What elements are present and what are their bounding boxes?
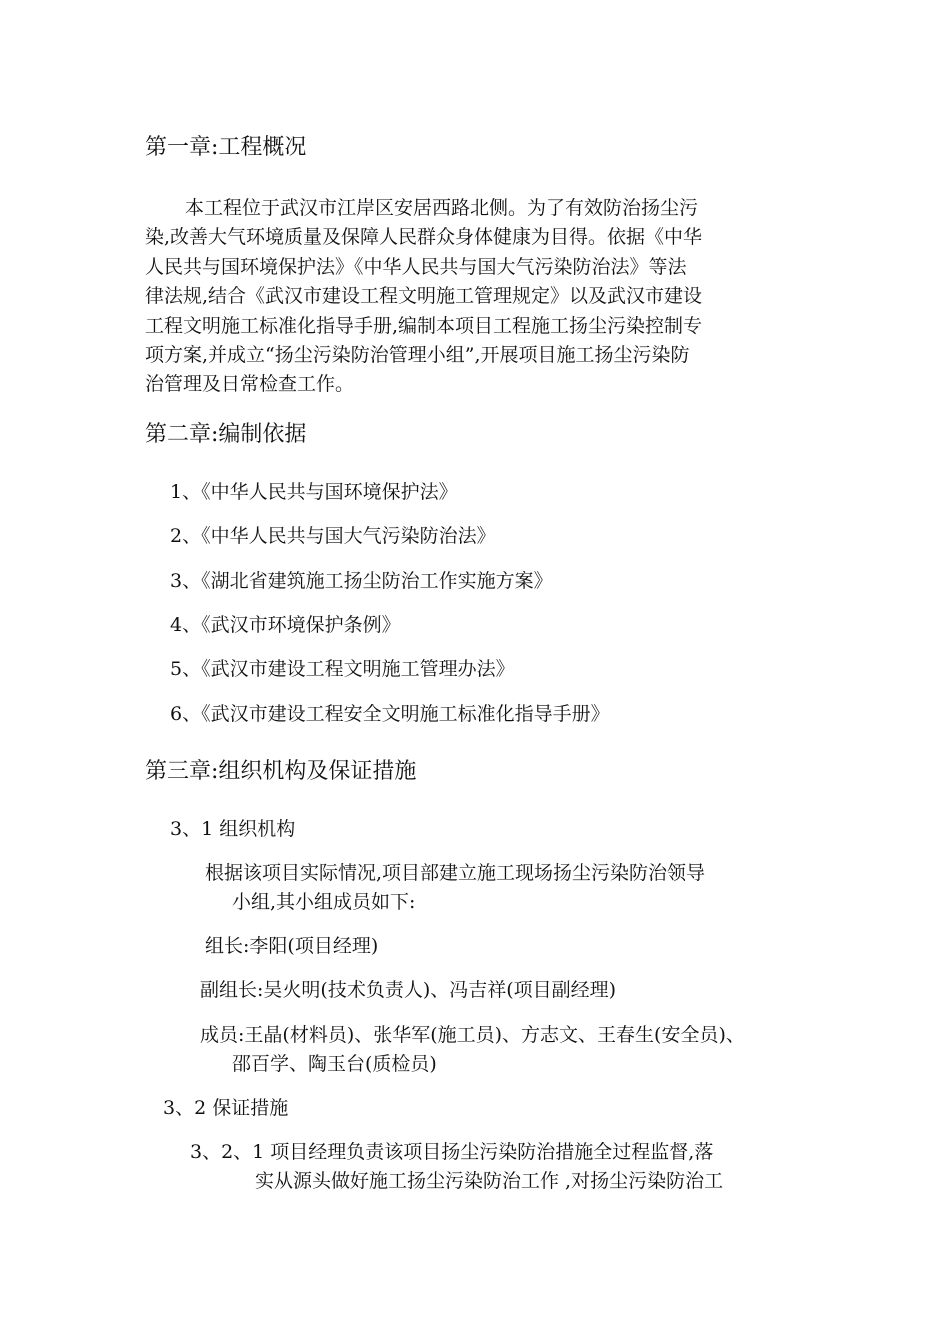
section-3-1-intro-cont: 小组,其小组成员如下: — [232, 891, 416, 913]
chapter-2-title: 第二章:编制依据 — [145, 422, 307, 447]
team-deputy: 副组长:吴火明(技术负责人)、冯吉祥(项目副经理) — [200, 979, 617, 1001]
measure-3-2-1: 3、2、1 项目经理负责该项目扬尘污染防治措施全过程监督,落 — [190, 1141, 714, 1163]
paragraph-line: 人民共与国环境保护法》《中华人民共与国大气污染防治法》等法 — [145, 256, 687, 278]
paragraph-line: 本工程位于武汉市江岸区安居西路北侧。为了有效防治扬尘污 — [185, 197, 699, 219]
paragraph-line: 律法规,结合《武汉市建设工程文明施工管理规定》以及武汉市建设 — [145, 285, 703, 307]
paragraph-line: 治管理及日常检查工作。 — [145, 373, 355, 395]
team-members-cont: 邵百学、陶玉台(质检员) — [232, 1053, 437, 1075]
list-item: 6、《武汉市建设工程安全文明施工标准化指导手册》 — [170, 703, 610, 725]
section-3-2-heading: 3、2 保证措施 — [163, 1097, 289, 1119]
paragraph-line: 工程文明施工标准化指导手册,编制本项目工程施工扬尘污染控制专 — [145, 315, 703, 337]
measure-3-2-1-cont: 实从源头做好施工扬尘污染防治工作 ,对扬尘污染防治工 — [255, 1170, 724, 1192]
paragraph-line: 染,改善大气环境质量及保障人民群众身体健康为目得。依据《中华 — [145, 226, 703, 248]
chapter-1-title: 第一章:工程概况 — [145, 135, 307, 160]
list-item: 4、《武汉市环境保护条例》 — [170, 614, 401, 636]
chapter-3-title: 第三章:组织机构及保证措施 — [145, 759, 417, 784]
section-3-1-intro: 根据该项目实际情况,项目部建立施工现场扬尘污染防治领导 — [205, 862, 706, 884]
list-item: 5、《武汉市建设工程文明施工管理办法》 — [170, 658, 515, 680]
team-members: 成员:王晶(材料员)、张华军(施工员)、方志文、王春生(安全员)、 — [200, 1024, 745, 1046]
section-3-1-heading: 3、1 组织机构 — [170, 818, 296, 840]
paragraph-line: 项方案,并成立“扬尘污染防治管理小组”,开展项目施工扬尘污染防 — [145, 344, 690, 366]
list-item: 3、《湖北省建筑施工扬尘防治工作实施方案》 — [170, 570, 553, 592]
list-item: 1、《中华人民共与国环境保护法》 — [170, 481, 458, 503]
team-leader: 组长:李阳(项目经理) — [205, 935, 379, 957]
list-item: 2、《中华人民共与国大气污染防治法》 — [170, 525, 496, 547]
